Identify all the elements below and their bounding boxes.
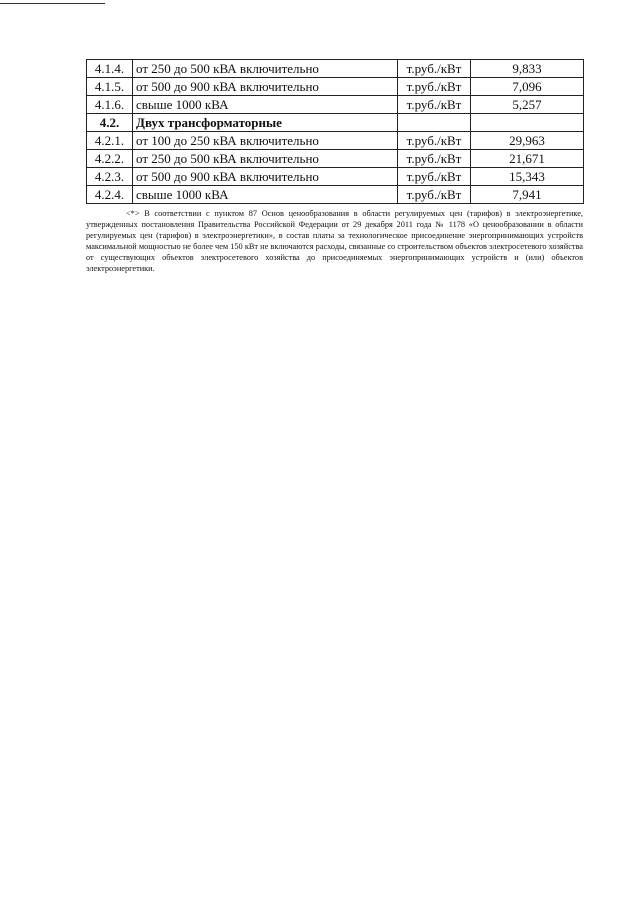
table-row <box>87 96 584 114</box>
row-number-cell: 4.1.4. <box>87 60 133 78</box>
table-row <box>87 168 584 186</box>
row-value-cell: 21,671 <box>471 150 584 168</box>
row-number-cell: 4.2. <box>87 114 133 132</box>
row-number-cell: 4.1.6. <box>87 96 133 114</box>
row-description-cell: от 500 до 900 кВА включительно <box>133 78 398 96</box>
row-value-cell: 7,096 <box>471 78 584 96</box>
row-unit-cell: т.руб./кВт <box>398 150 471 168</box>
tariff-table <box>86 59 584 204</box>
footnote: <*> В соответствии с пунктом 87 Основ ценообразования в области регулируемых цен (тарифов) в электроэнергетике, утвержденных постановления Правительства Российской Федерации от 29 декабря 2011 года № 1178 «О ценообразовании в области регулируемых цен (тарифов) в электроэнергетики», в состав платы за технологическое присоединение энергопринимающих устройств максимальной мощностью не более чем 150 кВт не включаются расходы, связанные со строительством объектов электросетевого хозяйства от существующих объектов электросетевого хозяйства до присоединяемых энергопринимающих устройств и (или) объектов электроэнергетики. <box>86 209 583 273</box>
row-unit-cell: т.руб./кВт <box>398 168 471 186</box>
table-row <box>87 150 584 168</box>
row-number-cell: 4.2.2. <box>87 150 133 168</box>
row-number-cell: 4.1.5. <box>87 78 133 96</box>
row-value-cell: 7,941 <box>471 186 584 204</box>
row-number-cell: 4.2.3. <box>87 168 133 186</box>
row-value-cell <box>471 114 584 132</box>
row-value-cell: 15,343 <box>471 168 584 186</box>
row-description-cell: Двух трансформаторные <box>133 114 398 132</box>
row-unit-cell <box>398 114 471 132</box>
table-row <box>87 186 584 204</box>
row-description-cell: свыше 1000 кВА <box>133 186 398 204</box>
table-row <box>87 132 584 150</box>
row-unit-cell: т.руб./кВт <box>398 132 471 150</box>
row-unit-cell: т.руб./кВт <box>398 60 471 78</box>
row-description-cell: от 250 до 500 кВА включительно <box>133 150 398 168</box>
row-description-cell: свыше 1000 кВА <box>133 96 398 114</box>
table-section-row <box>87 114 584 132</box>
row-value-cell: 29,963 <box>471 132 584 150</box>
row-description-cell: от 500 до 900 кВА включительно <box>133 168 398 186</box>
row-unit-cell: т.руб./кВт <box>398 96 471 114</box>
row-value-cell: 9,833 <box>471 60 584 78</box>
row-unit-cell: т.руб./кВт <box>398 78 471 96</box>
row-description-cell: от 250 до 500 кВА включительно <box>133 60 398 78</box>
table-row <box>87 60 584 78</box>
row-description-cell: от 100 до 250 кВА включительно <box>133 132 398 150</box>
row-number-cell: 4.2.1. <box>87 132 133 150</box>
row-number-cell: 4.2.4. <box>87 186 133 204</box>
row-value-cell: 5,257 <box>471 96 584 114</box>
row-unit-cell: т.руб./кВт <box>398 186 471 204</box>
table-row <box>87 78 584 96</box>
scan-edge-mark <box>0 3 105 4</box>
tariff-table-body <box>87 60 584 204</box>
